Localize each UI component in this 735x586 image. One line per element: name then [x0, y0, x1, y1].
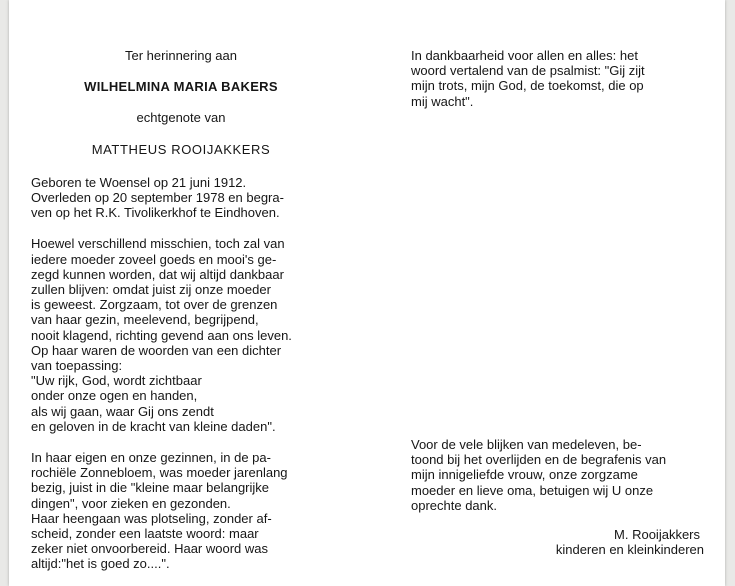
poem-line: en geloven in de kracht van kleine daden".: [31, 418, 276, 434]
tribute-line: zullen blijven: omdat juist zij onze moeder: [31, 282, 271, 298]
tribute-line: zegd kunnen worden, dat wij altijd dankbaar: [31, 266, 284, 282]
psalm-line: woord vertalend van de psalmist: "Gij zijt: [411, 63, 645, 79]
dates-paragraph: [31, 175, 331, 221]
spouse-name: MATTHEUS ROOIJAKKERS: [91, 141, 271, 157]
heading: Ter herinnering aan: [124, 48, 238, 63]
tribute-line: iedere moeder zoveel goeds en mooi's ge-: [31, 251, 277, 267]
poem-line: "Uw rijk, God, wordt zichtbaar: [31, 373, 202, 389]
memories-line: Haar heengaan was plotseling, zonder af-: [31, 510, 272, 526]
memories-paragraph: [31, 450, 331, 572]
poem: [31, 373, 331, 434]
dates-line: ven op het R.K. Tivolikerkhof te Eindhoven.: [31, 205, 280, 221]
signature-name: M. Rooijakkers: [614, 527, 700, 542]
psalm-line: In dankbaarheid voor allen en alles: het: [411, 48, 638, 63]
memories-line: In haar eigen en onze gezinnen, in de pa-: [31, 450, 271, 466]
memories-line: zeker niet onvoorbereid. Haar woord was: [31, 541, 269, 557]
psalm-line: mijn trots, mijn God, de toekomst, die op: [411, 78, 644, 94]
poem-line: onder onze ogen en handen,: [31, 388, 198, 404]
thanks-line: toond bij het overlijden en de begrafenis van: [411, 452, 667, 468]
memories-line: dingen", voor zieken en gezonden.: [31, 495, 231, 511]
dates-line: Overleden op 20 september 1978 en begra-: [31, 190, 284, 206]
memories-line: rochiële Zonnebloem, was moeder jarenlang: [31, 465, 288, 481]
tribute-line: nooit klagend, richting gevend aan ons leven.: [31, 327, 292, 343]
thanks-paragraph: [411, 437, 704, 513]
thanks-line: mijn innigeliefde vrouw, onze zorgzame: [411, 467, 638, 483]
tribute-line: Hoewel verschillend misschien, toch zal van: [31, 236, 285, 252]
deceased-name: WILHELMINA MARIA BAKERS: [84, 79, 278, 95]
poem-line: als wij gaan, waar Gij ons zendt: [31, 403, 214, 419]
signature-family: kinderen en kleinkinderen: [555, 542, 704, 558]
thanks-line: Voor de vele blijken van medeleven, be-: [411, 437, 642, 452]
tribute-line: Op haar waren de woorden van een dichter: [31, 342, 282, 358]
memories-line: bezig, juist in die "kleine maar belangrijke: [31, 480, 270, 496]
left-column: [31, 48, 331, 572]
memories-line: altijd:"het is goed zo....".: [31, 556, 170, 572]
memories-line: scheid, zonder een laatste woord: maar: [31, 526, 259, 542]
thanks-line: oprechte dank.: [411, 497, 498, 513]
signature: [411, 527, 704, 557]
right-column: [411, 48, 704, 109]
tribute-line: van toepassing:: [31, 358, 123, 374]
dates-line: Geboren te Woensel op 21 juni 1912.: [31, 174, 247, 190]
thanks-line: moeder en lieve oma, betuigen wij U onze: [411, 482, 654, 498]
memorial-card: [9, 0, 725, 586]
tribute-line: is geweest. Zorgzaam, tot over de grenzen: [31, 297, 278, 313]
tribute-paragraph: [31, 236, 331, 373]
psalm-paragraph: [411, 48, 704, 109]
tribute-line: van haar gezin, meelevend, begrijpend,: [31, 312, 259, 328]
psalm-line: mij wacht".: [411, 93, 474, 109]
relation: echtgenote van: [136, 110, 226, 126]
